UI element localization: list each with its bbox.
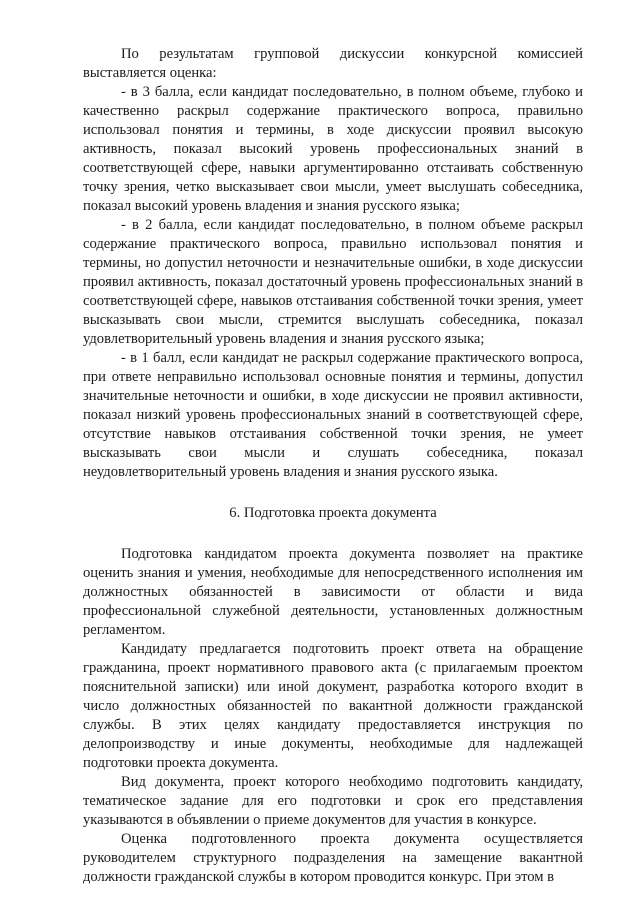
section-paragraph-1: Подготовка кандидатом проекта документа позволяет на практике оценить знания и умения, необходимые для непосредственного исполнения им должностных обязанностей в зависимости от области и вида профессиональной служебной деятельности, установленных должностным регламентом.	[83, 546, 583, 638]
section-heading: 6. Подготовка проекта документа	[229, 505, 437, 521]
criterion-3-points: - в 3 балла, если кандидат последовательно, в полном объеме, глубоко и качественно раскрыл содержание практического вопроса, правильно использовал понятия и термины, в ходе дискуссии проявил высокую активность, показал высокий уровень профессиональных знаний в соответствующей сфере, навыки аргументированно отстаивать собственную точку зрения, четко высказывает свои мысли, умеет выслушать собеседника, показал высокий уровень владения и знания русского языка;	[83, 84, 583, 214]
section-paragraph-3: Вид документа, проект которого необходимо подготовить кандидату, тематическое задание для его подготовки и срок его представления указываются в объявлении о приеме документов для участия в конкурсе.	[83, 774, 583, 828]
section-paragraph-2: Кандидату предлагается подготовить проект ответа на обращение гражданина, проект нормативного правового акта (с прилагаемым проектом пояснительной записки) или иной документ, разработка которого входит в число должностных обязанностей по вакантной должности гражданской службы. В этих целях кандидату предоставляется инструкция по делопроизводству и иные документы, необходимые для надлежащей подготовки проекта документа.	[83, 641, 583, 771]
intro-paragraph: По результатам групповой дискуссии конкурсной комиссией выставляется оценка:	[83, 46, 583, 81]
criterion-1-point: - в 1 балл, если кандидат не раскрыл содержание практического вопроса, при ответе неправильно использовал основные понятия и термины, допустил значительные неточности и ошибки, в ходе дискуссии не проявил активности, показал низкий уровень профессиональных знаний в соответствующей сфере, отсутствие навыков отстаивания собственной точки зрения, не умеет высказывать свои мысли и слушать собеседника, показал неудовлетворительный уровень владения и знания русского языка.	[83, 350, 583, 480]
criterion-2-points: - в 2 балла, если кандидат последовательно, в полном объеме раскрыл содержание практического вопроса, правильно использовал понятия и термины, но допустил неточности и незначительные ошибки, в ходе дискуссии проявил активность, показал достаточный уровень профессиональных знаний в соответствующей сфере, навыков отстаивания собственной точки зрения, умеет высказывать свои мысли, стремится выслушать собеседника, показал удовлетворительный уровень владения и знания русского языка;	[83, 217, 583, 347]
document-body	[83, 45, 583, 887]
section-paragraph-4: Оценка подготовленного проекта документа осуществляется руководителем структурного подразделения на замещение вакантной должности гражданской службы в котором проводится конкурс. При этом в	[83, 831, 583, 885]
